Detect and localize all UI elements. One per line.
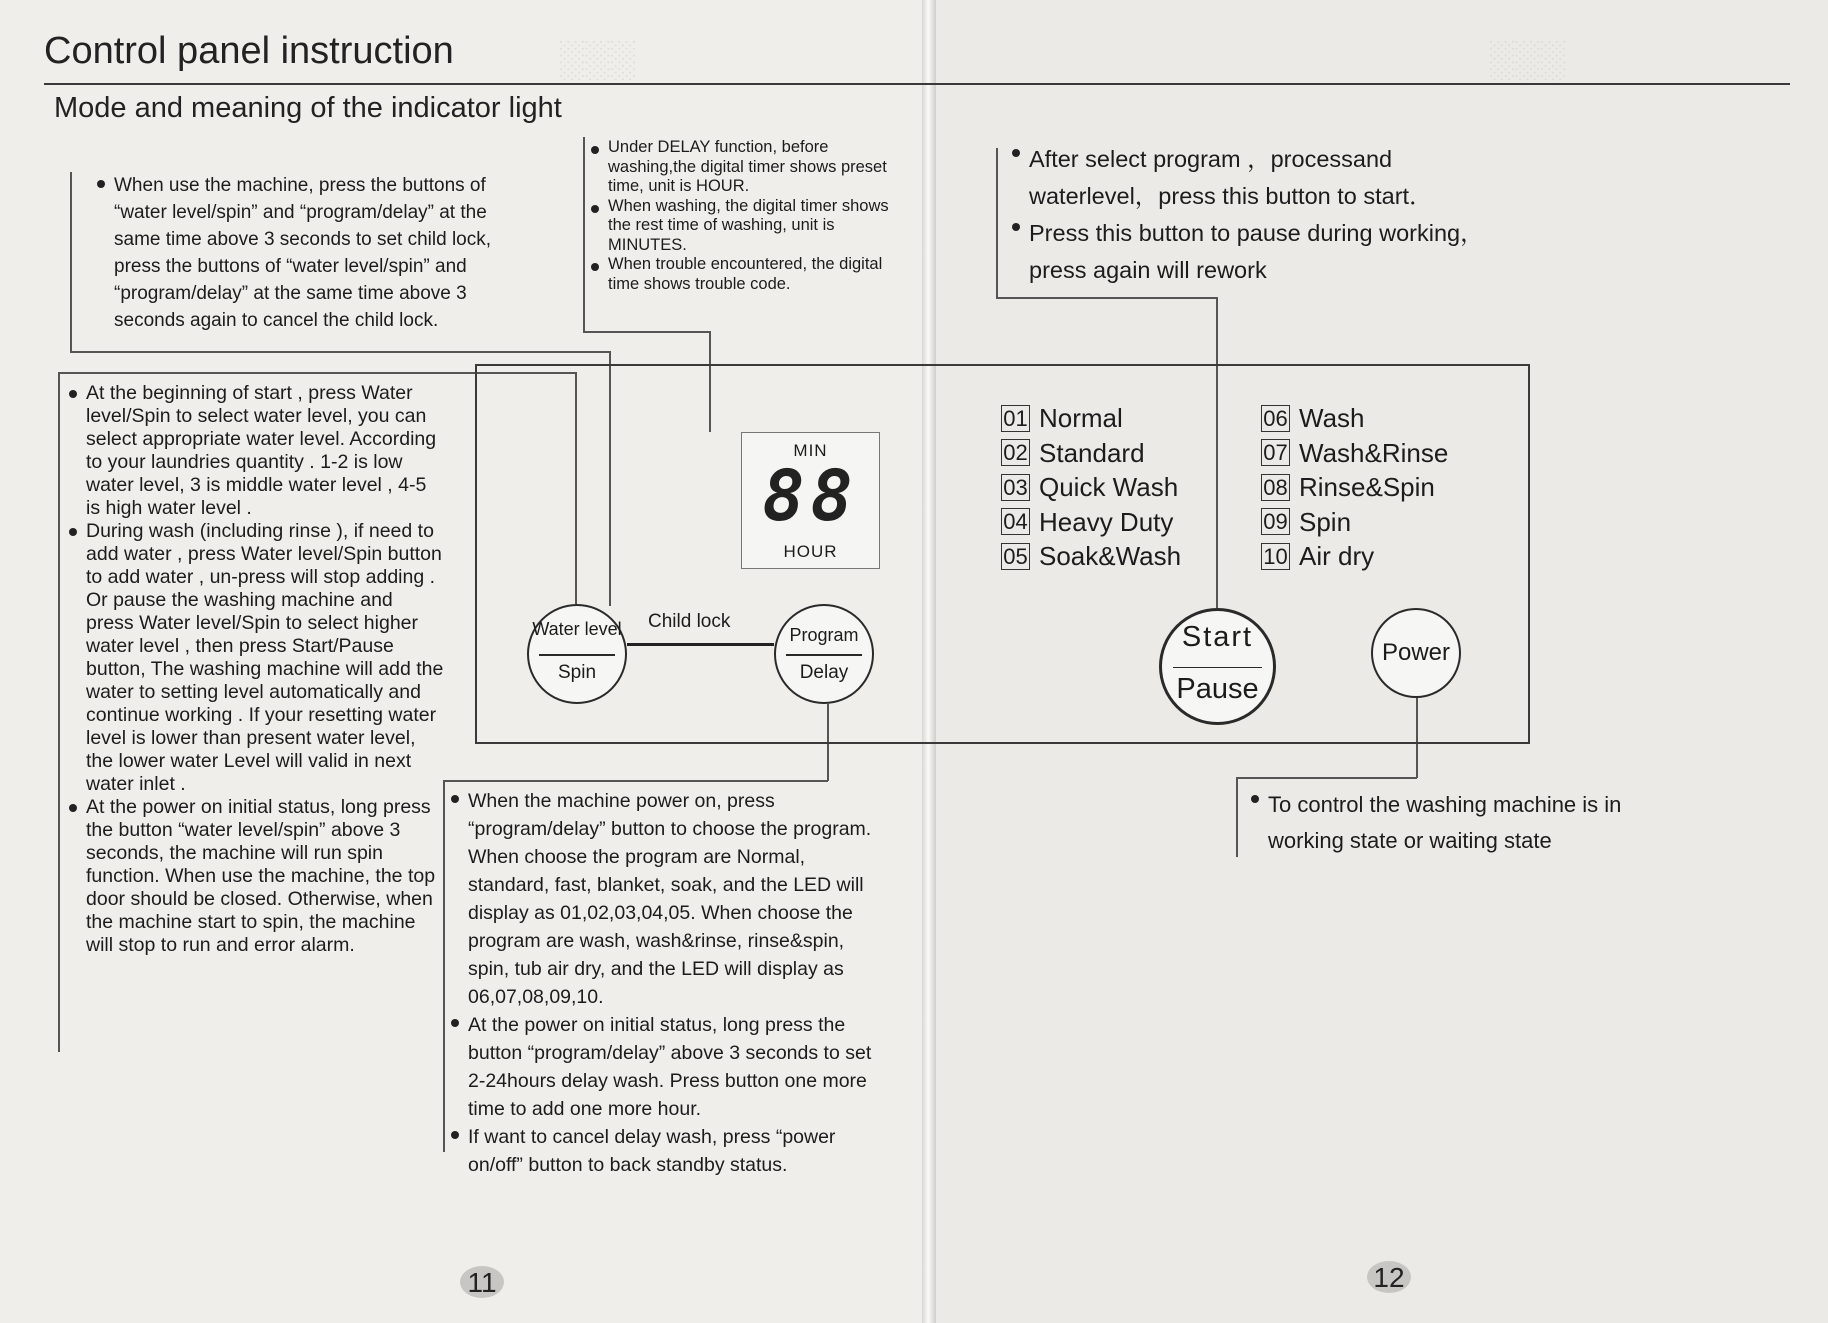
delay-display-note [588,138,893,294]
power-label: Power [1381,639,1451,666]
program-name: Spin [1299,506,1352,537]
led-hour-label: HOUR [783,542,838,561]
program-number: 05 [1001,543,1030,570]
program-number: 07 [1261,439,1290,466]
program-item [1261,436,1448,471]
program-name: Normal [1039,403,1123,433]
program-item [1001,401,1181,436]
program-name: Heavy Duty [1039,506,1174,537]
bullet-icon [97,180,105,188]
program-name: Rinse&Spin [1299,472,1435,502]
callout-line [583,137,585,332]
bullet-icon [69,390,77,398]
delay-note-text-2: When washing, the digital timer shows the rest time of washing, unit is MINUTES. [608,196,889,254]
power-button[interactable] [1371,608,1461,698]
page-title: Control panel instruction [44,30,454,72]
program-name: Air dry [1299,541,1375,571]
start-note-text-1: After select program ，processand waterlevel，press this button to start． [1029,146,1433,209]
bullet-icon [69,528,77,536]
program-note-text-3: If want to cancel delay wash, press “power on/off” button to back standby status. [468,1126,836,1176]
program-number: 03 [1001,474,1030,501]
led-digits: 88 [762,455,859,537]
program-label: Program [789,625,859,645]
program-number: 10 [1261,543,1290,570]
program-list-left [1001,401,1181,574]
bullet-icon [591,263,599,271]
power-note-text: To control the washing machine is in working state or waiting state [1268,792,1622,853]
start-label: Start [1181,621,1254,653]
bullet-icon [591,146,599,154]
start-pause-button[interactable] [1159,608,1276,725]
title-divider [44,83,1790,85]
bleed-through-text: ░░░ [1490,38,1567,79]
callout-line [58,372,60,1052]
water-level-text-2: During wash (including rinse ), if need to add water , press Water level/Spin button to add water , un-press will stop adding . Or pause the washing machine and press Water level/Spin to select higher water level , then press Start/Pause button, The washing machine will add the water to setting level automatically and continue working . If your resetting water level is lower than present water level, the lower water Level will valid in next water inlet . [86,520,444,795]
program-item [1261,505,1448,540]
program-item [1001,505,1181,540]
delay-label: Delay [799,662,849,683]
page-number-right: 12 [1367,1261,1411,1293]
program-number: 01 [1001,405,1030,432]
bullet-icon [1251,795,1259,803]
callout-line [583,331,709,333]
program-note-text-2: At the power on initial status, long press the button “program/delay” above 3 seconds to set 2-24hours delay wash. Press button one more time to add one more hour. [468,1014,872,1120]
callout-line [70,172,72,352]
water-level-spin-button[interactable] [527,604,627,704]
bleed-through-text: ░░░ [560,38,637,79]
program-name: Wash&Rinse [1299,437,1449,468]
program-list-right [1261,401,1448,574]
spin-label: Spin [557,662,597,683]
start-note-text-2: Press this button to pause during working，press again will rework [1029,220,1484,283]
page-number-left: 11 [460,1266,504,1298]
program-item [1261,470,1448,505]
program-number: 09 [1261,508,1290,535]
program-number: 08 [1261,474,1290,501]
bullet-icon [69,804,77,812]
child-lock-connector [627,643,774,646]
button-divider [1173,667,1262,669]
program-item [1001,539,1181,574]
program-number: 04 [1001,508,1030,535]
program-number: 02 [1001,439,1030,466]
program-number: 06 [1261,405,1290,432]
bullet-icon [451,1019,459,1027]
delay-note-text-1: Under DELAY function, before washing,the digital timer shows preset time, unit is HOUR. [608,138,887,195]
bullet-icon [1012,223,1020,231]
led-min-label: MIN [793,441,828,460]
program-note-text-1: When the machine power on, press “program/delay” button to choose the program. When choose the program are Normal, standard, fast, blanket, soak, and the LED will display as 01,02,03,04,05. When choose the program are wash, wash&rinse, rinse&spin, spin, tub air dry, and the LED will display as 06,07,08,09,10. [468,790,872,1008]
water-level-label: Water level [532,619,622,639]
power-note [1248,787,1668,859]
led-display [741,432,880,569]
bullet-icon [1012,149,1020,157]
child-lock-text: When use the machine, press the buttons of “water level/spin” and “program/delay” at the same time above 3 seconds to set child lock, press the buttons of “water level/spin” and “program/delay” at the same time above 3 seconds again to cancel the child lock. [114,175,492,331]
button-divider [786,654,863,656]
program-item [1001,436,1181,471]
callout-line [996,148,998,298]
program-delay-button[interactable] [774,604,874,704]
bullet-icon [591,205,599,213]
program-name: Soak&Wash [1039,541,1182,571]
program-item [1261,539,1448,574]
callout-line [443,780,828,782]
water-level-text-1: At the beginning of start , press Water level/Spin to select water level, you can select appropriate water level. According to your laundries quantity . 1-2 is low water level, 3 is middle water level , 4-5 is high water level . [86,382,437,519]
bullet-icon [451,1131,459,1139]
callout-line [1236,777,1238,857]
start-pause-note [1009,141,1489,289]
button-divider [539,654,616,656]
program-item [1261,401,1448,436]
pause-label: Pause [1176,673,1259,705]
delay-note-text-3: When trouble encountered, the digital time shows trouble code. [608,255,883,293]
section-subtitle: Mode and meaning of the indicator light [54,92,562,124]
water-level-text-3: At the power on initial status, long press the button “water level/spin” above 3 seconds, the machine will run spin function. When use the machine, the top door should be closed. Otherwise, when the machine start to spin, the machine will stop to run and error alarm. [86,796,436,956]
program-delay-note [448,787,886,1179]
bullet-icon [451,795,459,803]
child-lock-note [94,172,534,334]
child-lock-label: Child lock [648,611,731,632]
program-name: Wash [1299,403,1365,433]
callout-line [70,351,610,353]
callout-line [996,297,1216,299]
callout-line [1236,777,1417,779]
water-level-note [66,382,444,957]
program-name: Quick Wash [1039,472,1179,502]
program-item [1001,470,1181,505]
program-name: Standard [1039,437,1145,468]
